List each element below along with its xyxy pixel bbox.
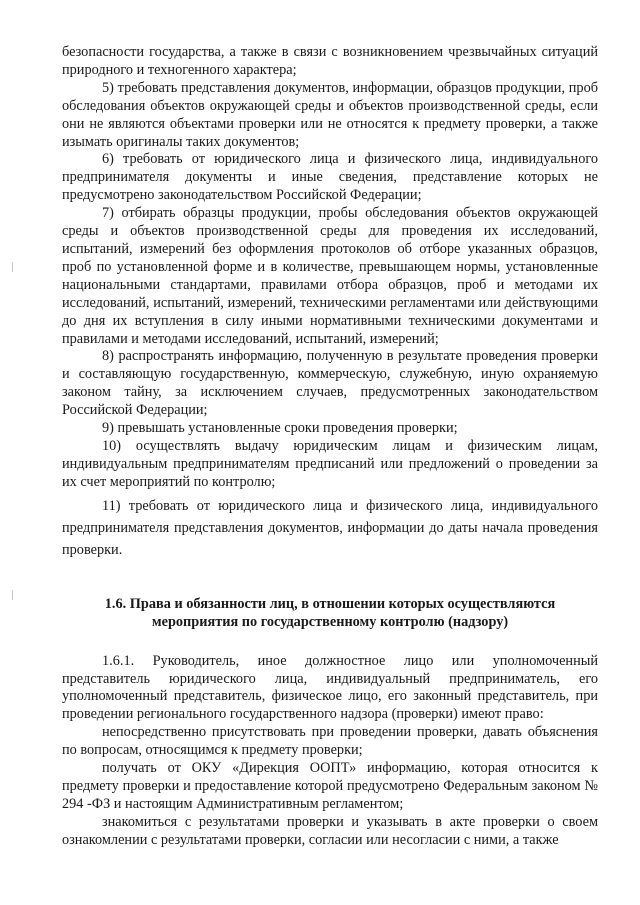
scan-margin-mark: [12, 262, 13, 272]
section-heading: [62, 595, 598, 631]
section-heading-line-1: 1.6. Права и обязанности лиц, в отношении которых осуществляются: [104, 595, 556, 612]
paragraph-item-11: 11) требовать от юридического лица и физического лица, индивидуального предпринимателя представления документов, информации до даты начала проведения проверки.: [62, 497, 598, 558]
scan-margin-mark: [12, 590, 13, 600]
paragraph-item-8: 8) распространять информацию, полученную в результате проведения проверки и составляющую государственную, коммерческую, служебную, иную охраняемую законом тайну, за исключением случаев, предусмотренных законодательством Российской Федерации;: [62, 348, 598, 419]
paragraph-1-6-1: 1.6.1. Руководитель, иное должностное лицо или уполномоченный представитель юридического лица, индивидуальный предприниматель, его уполномоченный представитель, физическое лицо, его законный представитель, при проведении регионального государственного надзора (проверки) имеют право:: [62, 652, 598, 723]
paragraph-right-information: получать от ОКУ «Дирекция ООПТ» информацию, которая относится к предмету проверки и предоставление которой предусмотрено Федеральным законом № 294 -ФЗ и настоящим Административным регламентом;: [62, 760, 598, 812]
paragraph-item-10: 10) осуществлять выдачу юридическим лицам и физическим лицам, индивидуальным предпринимателям предписаний или предложений о проведении за их счет мероприятий по контролю;: [62, 437, 598, 490]
paragraph-right-presence: непосредственно присутствовать при проведении проверки, давать объяснения по вопросам, относящимся к предмету проверки;: [62, 724, 598, 759]
paragraph-item-5: 5) требовать представления документов, информации, образцов продукции, проб обследования объектов окружающей среды и объектов производственной среды, если они не являются объектами проверки или не относятся к предмету проверки, а также изымать оригиналы таких документов;: [62, 79, 598, 150]
paragraph-item-7: 7) отбирать образцы продукции, пробы обследования объектов окружающей среды и объектов производственной среды для проведения их исследований, испытаний, измерений без оформления протоколов об отборе указанных образцов, проб по установленной форме и в количестве, превышающем нормы, установленные национальными стандартами, правилами отбора образцов, проб и методами их исследований, испытаний, измерений, техническими регламентами или действующими до дня их вступления в силу иными нормативными техническими документами и правилами и методами исследований, испытаний, измерений;: [62, 205, 598, 347]
paragraph-item-9: 9) превышать установленные сроки проведения проверки;: [102, 420, 458, 437]
spacer: [62, 631, 598, 653]
paragraph-security-continuation: безопасности государства, а также в связи с возникновением чрезвычайных ситуаций природного и техногенного характера;: [62, 44, 598, 78]
spacer: [62, 561, 598, 595]
paragraph-right-results: знакомиться с результатами проверки и указывать в акте проверки о своем ознакомлении с результатами проверки, согласии или несогласии с ними, а также: [62, 813, 598, 848]
document-page: [62, 44, 598, 850]
paragraph-item-6: 6) требовать от юридического лица и физического лица, индивидуального предпринимателя документы и иные сведения, представление которых не предусмотрено законодательством Российской Федерации;: [62, 151, 598, 204]
section-heading-line-2: мероприятия по государственному контролю (надзору): [151, 613, 509, 630]
